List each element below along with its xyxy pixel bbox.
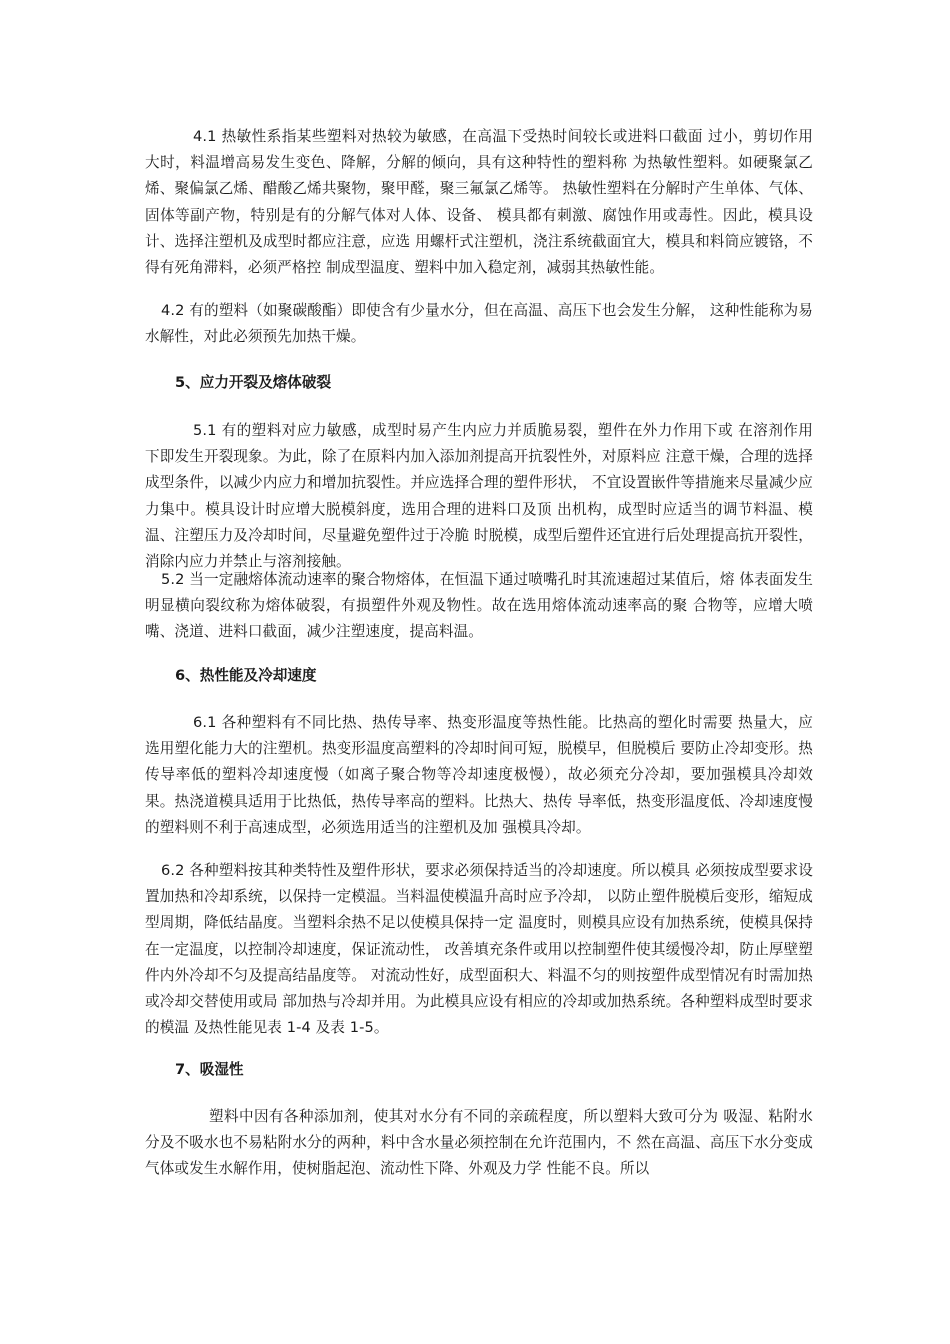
paragraph-6-1: 6.1 各种塑料有不同比热、热传导率、热变形温度等热性能。比热高的塑化时需要 热量大，应选用塑化能力大的注塑机。热变形温度高塑料的冷却时间可短，脱模早，但脱模后 要防止冷却变形。热传导率低的塑料冷却速度慢（如离子聚合物等冷却速度极慢），故必须充分冷却，要加强模具冷却效果。热浇道模具适用于比热低，热传导率高的塑料。比热大、热传 导率低，热变形温度低、冷却速度慢的塑料则不利于高速成型，必须选用适当的注塑机及加 强模具冷却。 <box>145 714 813 836</box>
paragraph-5-2: 5.2 当一定融熔体流动速率的聚合物熔体，在恒温下通过喷嘴孔时其流速超过某值后，熔 体表面发生明显横向裂纹称为熔体破裂，有损塑件外观及物性。故在选用熔体流动速率高的聚 合物等，应增大喷嘴、浇道、进料口截面，减少注塑速度，提高料温。 <box>145 571 813 641</box>
paragraph-7: 塑料中因有各种添加剂，使其对水分有不同的亲疏程度，所以塑料大致可分为 吸湿、粘附水分及不吸水也不易粘附水分的两种，料中含水量必须控制在允许范围内，不 然在高温、高压下水分变成气体或发生水解作用，使树脂起泡、流动性下降、外观及力学 性能不良。所以 <box>145 1108 813 1178</box>
paragraph-4-2: 4.2 有的塑料（如聚碳酸酯）即使含有少量水分，但在高温、高压下也会发生分解， 这种性能称为易水解性，对此必须预先加热干燥。 <box>145 302 813 346</box>
section-5-heading: 5、应力开裂及熔体破裂 <box>175 374 332 391</box>
section-6-heading: 6、热性能及冷却速度 <box>175 667 317 684</box>
paragraph-5-1: 5.1 有的塑料对应力敏感，成型时易产生内应力并质脆易裂，塑件在外力作用下或 在溶剂作用下即发生开裂现象。为此，除了在原料内加入添加剂提高开抗裂性外，对原料应 注意干燥，合理的选择成型条件，以减少内应力和增加抗裂性。并应选择合理的塑件形状， 不宜设置嵌件等措施来尽量减少应力集中。模具设计时应增大脱模斜度，选用合理的进料口及顶 出机构，成型时应适当的调节料温、模温、注塑压力及冷却时间，尽量避免塑件过于冷脆 时脱模，成型后塑件还宜进行后处理提高抗开裂性，消除内应力并禁止与溶剂接触。 <box>145 422 813 571</box>
paragraph-4-1: 4.1 热敏性系指某些塑料对热较为敏感，在高温下受热时间较长或进料口截面 过小，剪切作用大时，料温增高易发生变色、降解，分解的倾向，具有这种特性的塑料称 为热敏性塑料。如硬聚氯乙烯、聚偏氯乙烯、醋酸乙烯共聚物，聚甲醛，聚三氟氯乙烯等。 热敏性塑料在分解时产生单体、气体、固体等副产物，特别是有的分解气体对人体、设备、 模具都有刺激、腐蚀作用或毒性。因此，模具设计、选择注塑机及成型时都应注意，应选 用螺杆式注塑机，浇注系统截面宜大，模具和料筒应镀铬，不得有死角滞料，必须严格控 制成型温度、塑料中加入稳定剂，减弱其热敏性能。 <box>145 128 813 277</box>
section-7-heading: 7、吸湿性 <box>175 1061 244 1078</box>
paragraph-6-2: 6.2 各种塑料按其种类特性及塑件形状，要求必须保持适当的冷却速度。所以模具 必须按成型要求设置加热和冷却系统，以保持一定模温。当料温使模温升高时应予冷却， 以防止塑件脱模后变形，缩短成型周期，降低结晶度。当塑料余热不足以使模具保持一定 温度时，则模具应设有加热系统，使模具保持在一定温度，以控制冷却速度，保证流动性， 改善填充条件或用以控制塑件使其缓慢冷却，防止厚壁塑件内外冷却不匀及提高结晶度等。 对流动性好，成型面积大、料温不匀的则按塑件成型情况有时需加热或冷却交替使用或局 部加热与冷却并用。为此模具应设有相应的冷却或加热系统。各种塑料成型时要求的模温 及热性能见表 1-4 及表 1-5。 <box>145 862 813 1037</box>
